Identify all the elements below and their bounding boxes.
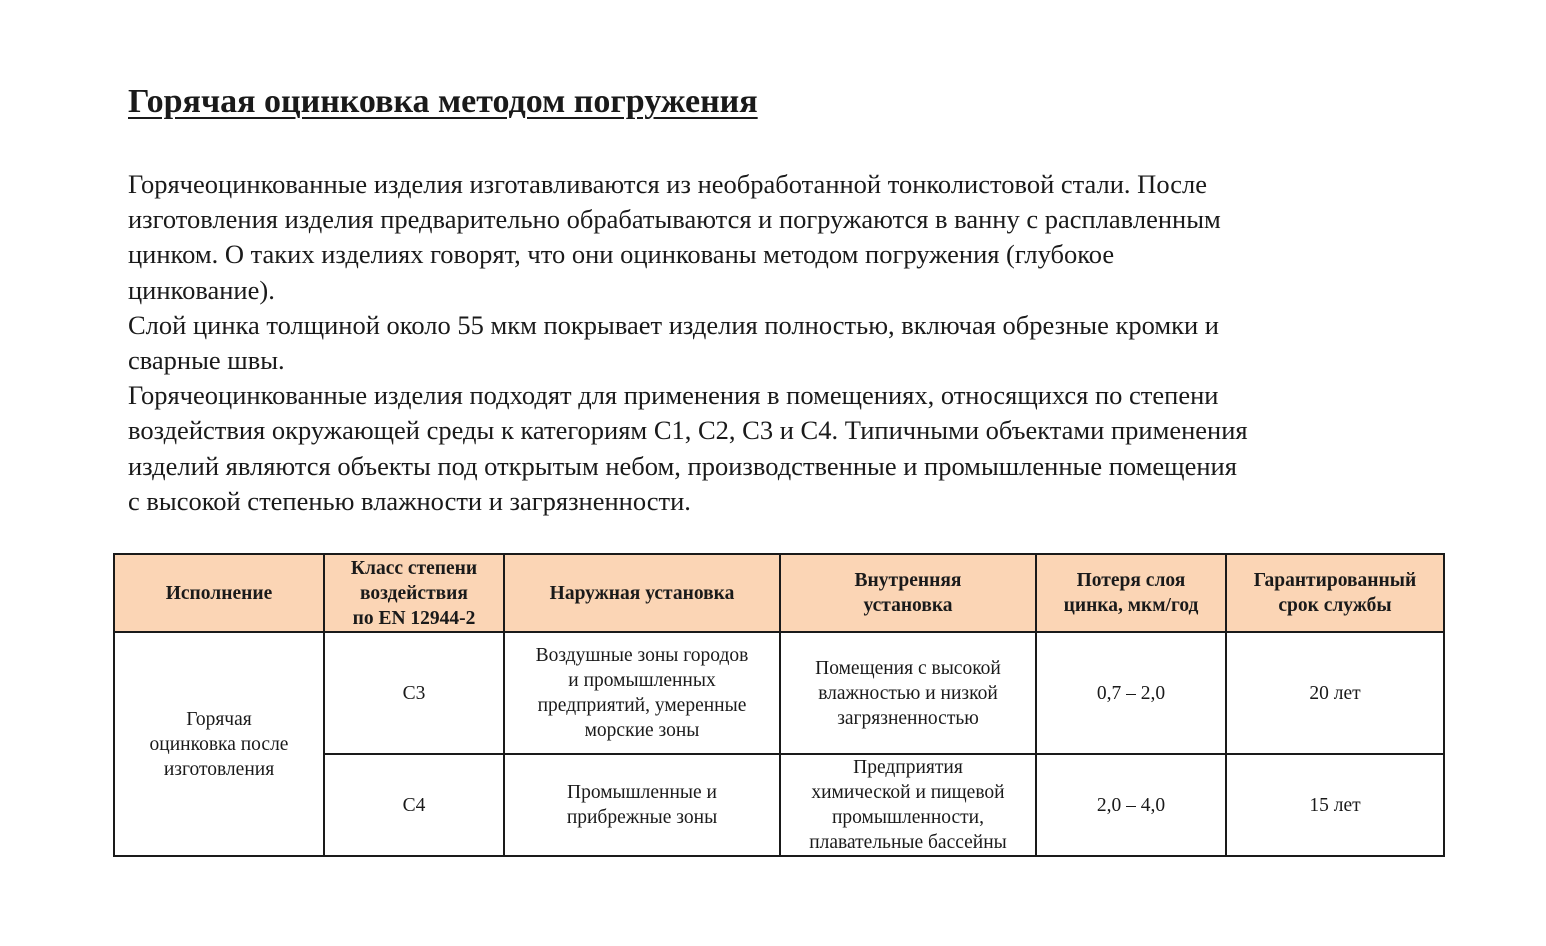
paragraph-line: Горячеоцинкованные изделия изготавливаются из необработанной тонколистовой стали. После: [128, 169, 1207, 199]
paragraph-line: Слой цинка толщиной около 55 мкм покрывает изделия полностью, включая обрезные кромки и: [128, 309, 1219, 340]
zinc-coating-table: [113, 553, 1445, 857]
header-outdoor: Наружная установка: [504, 554, 780, 632]
header-indoor: Внутренняя установка: [780, 554, 1036, 632]
table-row: [114, 632, 1444, 754]
paragraph-line: изготовления изделия предварительно обрабатываются и погружаются в ванну с расплавленным: [128, 204, 1221, 235]
paragraph-line: с высокой степенью влажности и загрязненности.: [128, 485, 691, 516]
header-zinc-loss: Потеря слоя цинка, мкм/год: [1036, 554, 1226, 632]
cell-outdoor: Воздушные зоны городов и промышленных предприятий, умеренные морские зоны: [504, 632, 780, 754]
cell-execution: Горячая оцинковка после изготовления: [114, 632, 324, 856]
paragraph-line: изделий являются объекты под открытым небом, производственные и промышленные помещения: [128, 450, 1237, 481]
cell-zinc-loss: 0,7 – 2,0: [1036, 632, 1226, 754]
cell-class: C3: [324, 632, 504, 754]
paragraph-line: сварные швы.: [128, 344, 285, 375]
paragraph-line: воздействия окружающей среды к категориям С1, С2, С3 и С4. Типичными объектами применения: [128, 415, 1248, 446]
paragraph-line: цинком. О таких изделиях говорят, что они оцинкованы методом погружения (глубокое: [128, 239, 1115, 270]
header-exposure-class: Класс степени воздействия по EN 12944-2: [324, 554, 504, 632]
page-title: Горячая оцинковка методом погружения: [128, 83, 758, 120]
cell-indoor: Предприятия химической и пищевой промышленности, плавательные бассейны: [780, 754, 1036, 856]
table-header-row: [114, 554, 1444, 632]
header-execution: Исполнение: [114, 554, 324, 632]
cell-service-life: 20 лет: [1226, 632, 1444, 754]
paragraph-line: цинкование).: [128, 274, 275, 305]
header-service-life: Гарантированный срок службы: [1226, 554, 1444, 632]
description-paragraphs: [128, 167, 1468, 519]
cell-indoor: Помещения с высокой влажностью и низкой загрязненностью: [780, 632, 1036, 754]
paragraph-line: Горячеоцинкованные изделия подходят для применения в помещениях, относящихся по степени: [128, 380, 1219, 411]
cell-outdoor: Промышленные и прибрежные зоны: [504, 754, 780, 856]
cell-zinc-loss: 2,0 – 4,0: [1036, 754, 1226, 856]
cell-class: C4: [324, 754, 504, 856]
cell-service-life: 15 лет: [1226, 754, 1444, 856]
